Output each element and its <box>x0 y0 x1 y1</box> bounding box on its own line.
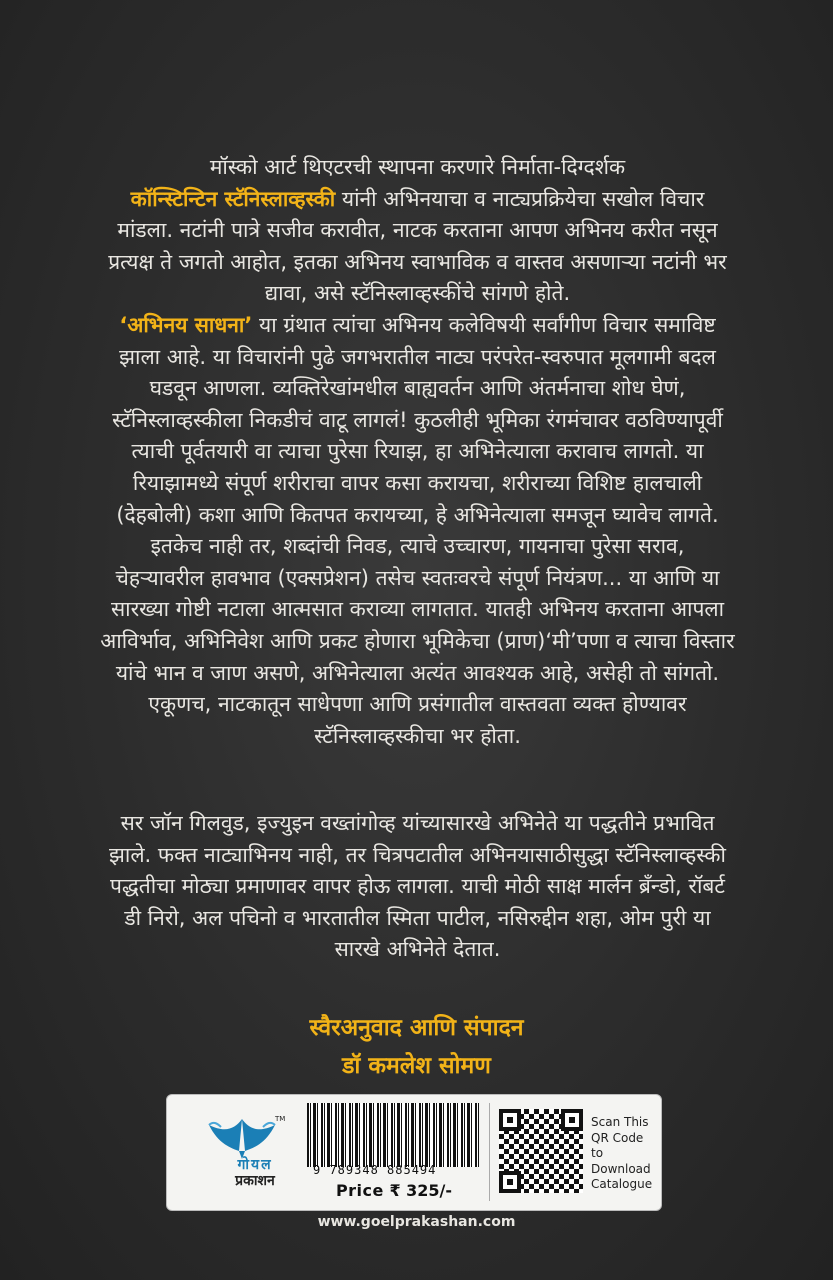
body-text: सारख्या गोष्टी नटाला आत्मसात कराव्या लागतात. यातही अभिनय करताना आपला <box>110 597 725 622</box>
body-text: प्रत्यक्ष ते जगतो आहोत, इतका अभिनय स्वाभाविक व वास्तव असणाऱ्या नटांनी भर <box>108 249 727 274</box>
qr-finder-pattern <box>499 1171 521 1193</box>
body-text: चेहऱ्यावरील हावभाव (एक्सप्रेशन) तसेच स्वतःवरचे संपूर्ण नियंत्रण... या आणि या <box>115 565 720 590</box>
body-line <box>60 658 775 690</box>
translation-credit-label: स्वैरअनुवाद आणि संपादन <box>309 1015 524 1041</box>
qr-finder-pattern <box>499 1109 521 1131</box>
body-text: घडवून आणला. व्यक्तिरेखांमधील बाह्यवर्तन आणि अंतर्मनाचा शोध घेणं, <box>149 376 686 401</box>
highlighted-phrase: ‘अभिनय साधना’ <box>119 312 253 337</box>
body-line <box>60 563 775 595</box>
body-line <box>60 500 775 532</box>
body-line <box>60 184 775 216</box>
description-paragraph-1 <box>60 152 775 752</box>
body-line <box>60 405 775 437</box>
price-value: ₹ 325/- <box>389 1181 453 1200</box>
translator-name: डॉ कमलेश सोमण <box>342 1053 491 1079</box>
body-text: मांडला. नटांनी पात्रे सजीव करावीत, नाटक करताना आपण अभिनय करीत नसून <box>117 218 718 243</box>
body-line <box>60 436 775 468</box>
body-line <box>60 531 775 563</box>
publisher-logo <box>187 1111 297 1197</box>
body-line <box>60 152 775 184</box>
body-line <box>60 373 775 405</box>
body-line: सर जॉन गिलवुड, इज्युइन वख्तांगोव्ह यांच्यासारखे अभिनेते या पद्धतीने प्रभावित <box>120 811 715 835</box>
isbn-digits: 9 789348 885494 <box>313 1163 437 1177</box>
body-line: पद्धतीचा मोठ्या प्रमाणावर वापर होऊ लागला. याची मोठी साक्ष मार्लन ब्रँन्डो, रॉबर्ट <box>110 874 725 899</box>
publisher-logo-line2: प्रकाशन <box>235 1173 275 1189</box>
description-paragraph-2 <box>60 808 775 966</box>
highlighted-phrase: कॉन्स्टिन्टिन स्टॅनिस्लाव्हस्की <box>130 186 336 211</box>
body-line: सारखे अभिनेते देतात. <box>334 937 501 962</box>
trademark-mark: TM <box>275 1115 286 1123</box>
body-text: यांनी अभिनयाचा व नाट्यप्रक्रियेचा सखोल विचार <box>335 186 705 211</box>
body-text: स्टॅनिस्लाव्हस्कीचा भर होता. <box>314 723 521 748</box>
body-text: (देहबोली) कशा आणि कितपत करायच्या, हे अभिनेत्याला समजून घ्यावेच लागते. <box>116 502 719 527</box>
body-text: द्यावा, असे स्टॅनिस्लाव्हस्कींचे सांगणे होते. <box>264 281 571 306</box>
body-line <box>60 278 775 310</box>
body-text: स्टॅनिस्लाव्हस्कीला निकडीचं वाटू लागलं! कुठलीही भूमिका रंगमंचावर वठविण्यापूर्वी <box>112 407 723 432</box>
qr-instruction: Scan This QR Code to Download Catalogue <box>591 1115 653 1191</box>
body-text: या ग्रंथात त्यांचा अभिनय कलेविषयी सर्वांगीण विचार समाविष्ट <box>252 312 716 337</box>
body-text: यांचे भान व जाण असणे, अभिनेत्याला अत्यंत आवश्यक आहे, असेही तो सांगतो. <box>115 660 720 685</box>
body-line <box>60 247 775 279</box>
publisher-logo-line1: गोयल <box>237 1157 273 1173</box>
price <box>307 1181 481 1200</box>
body-text: झाला आहे. या विचारांनी पुढे जगभरातील नाट्य परंपरेत-स्वरुपात मूलगामी बदल <box>119 344 716 369</box>
body-text: रियाझामध्ये संपूर्ण शरीराचा वापर कसा करायचा, शरीराच्या विशिष्ट हालचाली <box>132 470 703 495</box>
publisher-website[interactable]: www.goelprakashan.com <box>317 1214 516 1230</box>
body-line <box>60 594 775 626</box>
body-line <box>60 468 775 500</box>
isbn-barcode <box>307 1103 479 1167</box>
body-line <box>60 626 775 658</box>
body-line <box>60 689 775 721</box>
body-line <box>60 215 775 247</box>
body-line <box>60 342 775 374</box>
body-text: मॉस्को आर्ट थिएटरची स्थापना करणारे निर्माता-दिग्दर्शक <box>209 155 626 179</box>
body-line <box>60 721 775 753</box>
body-line: डी निरो, अल पचिनो व भारतातील स्मिता पाटील, नसिरुद्दीन शहा, ओम पुरी या <box>124 905 711 930</box>
body-line <box>60 310 775 342</box>
body-text: एकूणच, नाटकातून साधेपणा आणि प्रसंगातील वास्तवता व्यक्त होण्यावर <box>148 692 687 717</box>
body-text: त्याची पूर्वतयारी वा त्याचा पुरेसा रियाझ, हा अभिनेत्याला करावाच लागतो. या <box>131 439 704 464</box>
qr-finder-pattern <box>561 1109 583 1131</box>
body-line: झाले. फक्त नाट्याभिनय नाही, तर चित्रपटातील अभिनयासाठीसुद्धा स्टॅनिस्लाव्हस्की <box>109 842 726 867</box>
body-text: इतकेच नाही तर, शब्दांची निवड, त्याचे उच्चारण, गायनाचा पुरेसा सराव, <box>150 534 685 559</box>
catalogue-qr-code[interactable] <box>499 1109 583 1193</box>
panel-divider <box>489 1103 490 1201</box>
body-text: आविर्भाव, अभिनिवेश आणि प्रकट होणारा भूमिकेचा (प्राण)‘मी’पणा व त्याचा विस्तार <box>100 628 735 653</box>
price-label: Price <box>335 1181 384 1200</box>
barcode-panel <box>166 1094 662 1211</box>
